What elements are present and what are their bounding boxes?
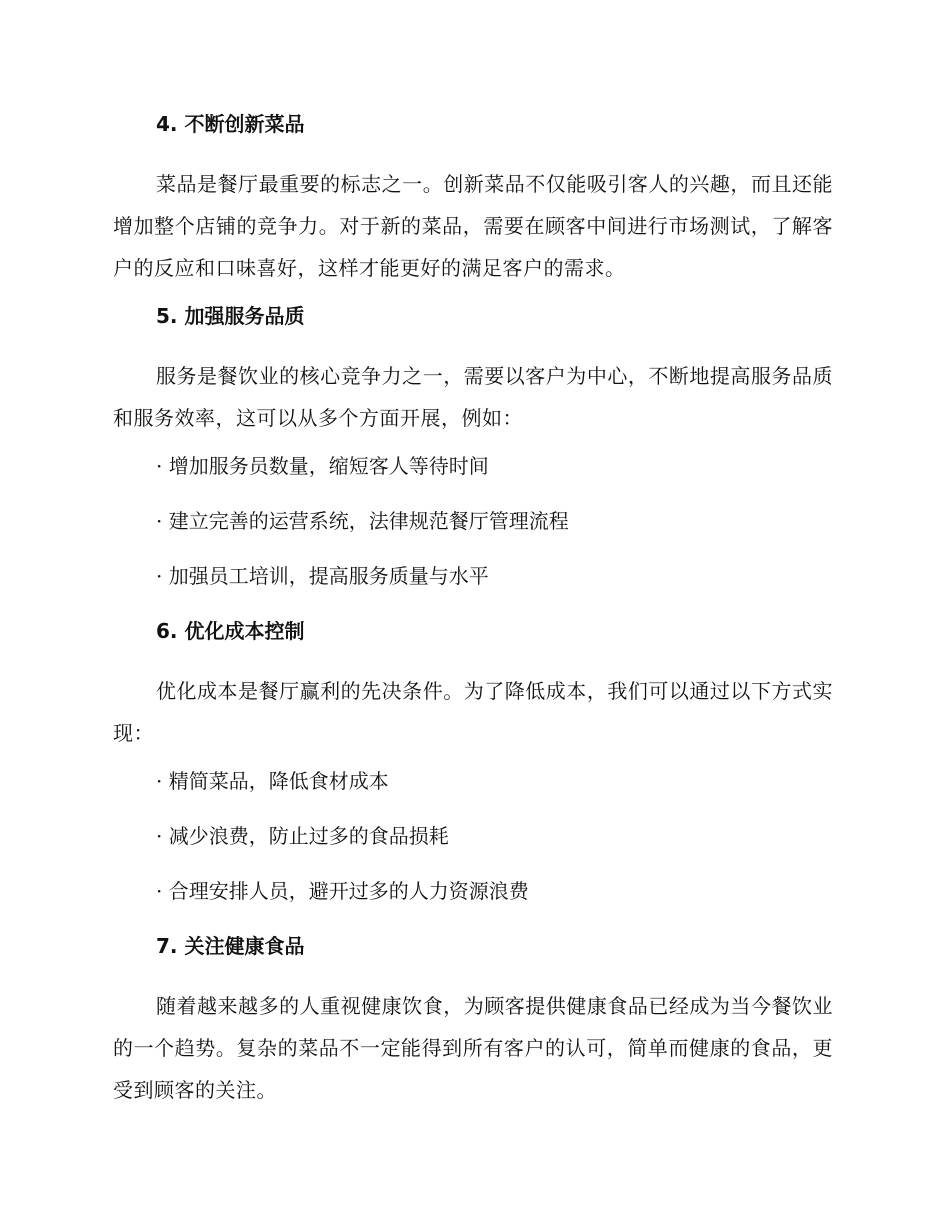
section-paragraph-6: 优化成本是餐厅赢利的先决条件。为了降低成本，我们可以通过以下方式实现： bbox=[113, 679, 833, 745]
section-heading-4: 4. 不断创新菜品 bbox=[156, 112, 305, 136]
section-heading-5: 5. 加强服务品质 bbox=[156, 304, 305, 328]
list-item: · 精简菜品，降低食材成本 bbox=[156, 769, 389, 793]
list-item: · 建立完善的运营系统，法律规范餐厅管理流程 bbox=[156, 509, 569, 533]
section-paragraph-7: 随着越来越多的人重视健康饮食，为顾客提供健康食品已经成为当今餐饮业的一个趋势。复杂的菜品不一定能得到所有客户的认可，简单而健康的食品，更受到顾客的关注。 bbox=[113, 994, 833, 1102]
section-heading-6: 6. 优化成本控制 bbox=[156, 619, 305, 643]
list-item: · 合理安排人员，避开过多的人力资源浪费 bbox=[156, 879, 529, 903]
section-paragraph-5: 服务是餐饮业的核心竞争力之一，需要以客户为中心，不断地提高服务品质和服务效率，这可以从多个方面开展，例如： bbox=[113, 364, 833, 430]
list-item: · 加强员工培训，提高服务质量与水平 bbox=[156, 564, 489, 588]
list-item: · 减少浪费，防止过多的食品损耗 bbox=[156, 824, 449, 848]
document-body bbox=[113, 109, 833, 1123]
list-item: · 增加服务员数量，缩短客人等待时间 bbox=[156, 454, 489, 478]
section-heading-7: 7. 关注健康食品 bbox=[156, 934, 305, 958]
section-paragraph-4: 菜品是餐厅最重要的标志之一。创新菜品不仅能吸引客人的兴趣，而且还能增加整个店铺的竞争力。对于新的菜品，需要在顾客中间进行市场测试，了解客户的反应和口味喜好，这样才能更好的满足客户的需求。 bbox=[113, 172, 833, 280]
